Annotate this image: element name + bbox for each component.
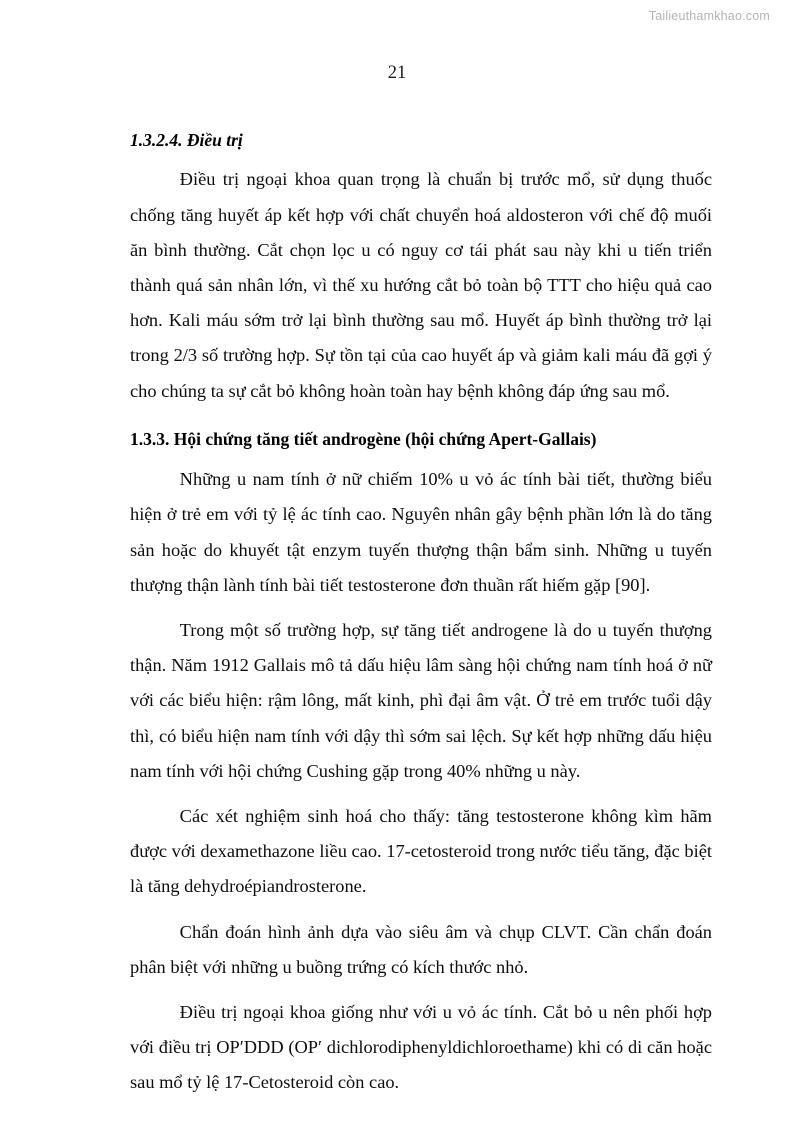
section-heading-1-3-2-4: 1.3.2.4. Điều trị <box>130 130 243 150</box>
paragraph-chan-doan-hinh-anh: Chẩn đoán hình ảnh dựa vào siêu âm và chụp CLVT. Cần chẩn đoán phân biệt với những u buồng trứng có kích thước nhỏ. <box>130 921 712 977</box>
section-heading-1-3-3: 1.3.3. Hội chứng tăng tiết androgène (hội chứng Apert-Gallais) <box>130 428 597 449</box>
paragraph-gallais-1912: Trong một số trường hợp, sự tăng tiết androgene là do u tuyến thượng thận. Năm 1912 Gallais mô tả dấu hiệu lâm sàng hội chứng nam tính hoá ở nữ với các biểu hiện: rậm lông, mất kinh, phì đại âm vật. Ở trẻ em trước tuổi dậy thì, có biểu hiện nam tính với dậy thì sớm sai lệch. Sự kết hợp những dấu hiệu nam tính với hội chứng Cushing gặp trong 40% những u này. <box>130 619 712 781</box>
paragraph-xet-nghiem-sinh-hoa: Các xét nghiệm sinh hoá cho thấy: tăng testosterone không kìm hãm được với dexamethazone liều cao. 17-cetosteroid trong nước tiểu tăng, đặc biệt là tăng dehydroépiandrosterone. <box>130 806 712 897</box>
page-number: 21 <box>387 63 407 83</box>
watermark-text: Tailieuthamkhao.com <box>648 9 770 23</box>
paragraph-dieu-tri-ngoai-khoa: Điều trị ngoại khoa giống như với u vỏ ác tính. Cắt bỏ u nên phối hợp với điều trị OP′DDD (OP′ dichlorodiphenyldichloroethame) khi có di căn hoặc sau mổ tỷ lệ 17-Cetosteroid còn cao. <box>130 1002 712 1093</box>
page-content <box>130 128 712 1101</box>
paragraph-dieu-tri: Điều trị ngoại khoa quan trọng là chuẩn bị trước mổ, sử dụng thuốc chống tăng huyết áp kết hợp với chất chuyển hoá aldosteron với chế độ muối ăn bình thường. Cắt chọn lọc u có nguy cơ tái phát sau này khi u tiến triển thành quá sản nhân lớn, vì thế xu hướng cắt bỏ toàn bộ TTT cho hiệu quả cao hơn. Kali máu sớm trở lại bình thường sau mổ. Huyết áp bình thường trở lại trong 2/3 số trường hợp. Sự tồn tại của cao huyết áp và giảm kali máu đã gợi ý cho chúng ta sự cắt bỏ không hoàn toàn hay bệnh không đáp ứng sau mổ. <box>130 169 712 401</box>
paragraph-u-nam-tinh: Những u nam tính ở nữ chiếm 10% u vỏ ác tính bài tiết, thường biểu hiện ở trẻ em với tỷ lệ ác tính cao. Nguyên nhân gây bệnh phần lớn là do tăng sản hoặc do khuyết tật enzym tuyến thượng thận bẩm sinh. Những u tuyến thượng thận lành tính bài tiết testosterone đơn thuần rất hiếm gặp [90]. <box>130 469 712 595</box>
